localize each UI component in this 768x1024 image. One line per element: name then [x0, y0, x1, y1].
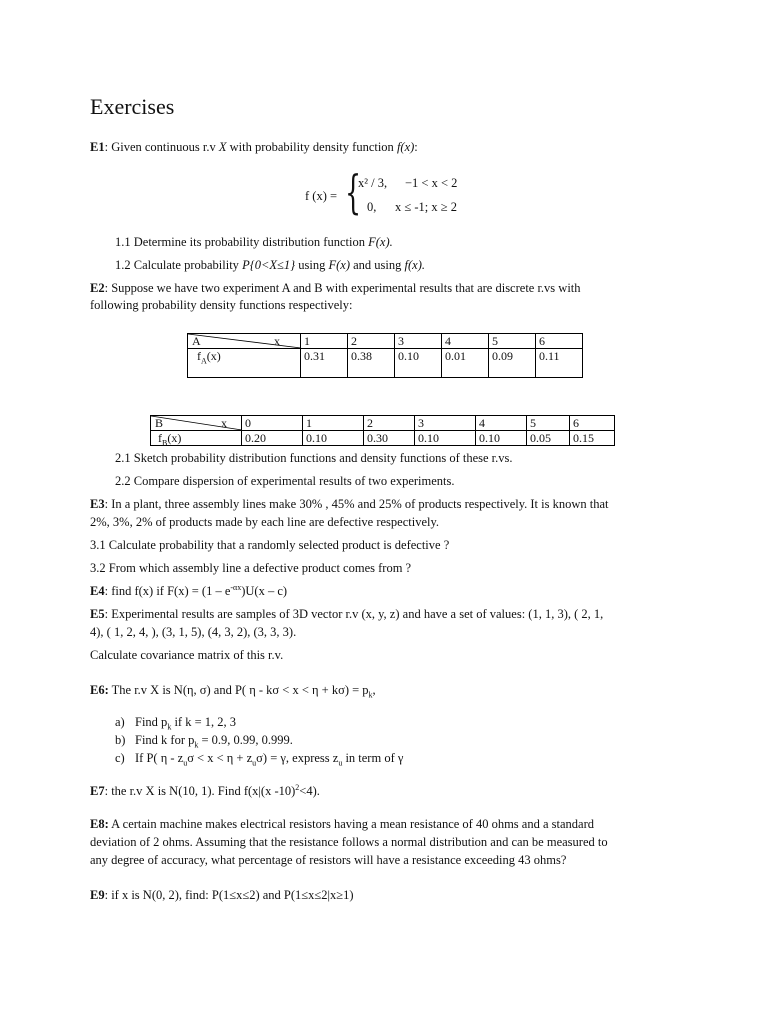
table-cell: 4 [476, 416, 527, 431]
e8-statement-line2: deviation of 2 ohms. Assuming that the resistance follows a normal distribution and can be measured to [90, 835, 608, 849]
table-cell: 0 [242, 416, 303, 431]
table-cell: 5 [489, 334, 536, 349]
e3-question-1: 3.1 Calculate probability that a randomly selected product is defective ? [90, 538, 450, 552]
e5-label: E5 [90, 607, 105, 621]
table-cell: 0.10 [395, 349, 442, 378]
e2-question-1: 2.1 Sketch probability distribution functions and density functions of these r.vs. [115, 451, 513, 465]
table-row-label: $f_B(x)$ [151, 431, 242, 446]
e6-item-a: a) Find $p_k$ if k = 1, 2, 3 [115, 715, 236, 732]
table-cell: 2 [348, 334, 395, 349]
e6-item-c: c) If P( $\eta - z_u\sigma < x < \eta + z_u\sigma) = \gamma$, express $z_u$ in term of γ [115, 751, 404, 768]
e3-statement-line1: E3: In a plant, three assembly lines make 30% , 45% and 25% of products respectively. It is known that [90, 497, 609, 511]
table-cell: 0.09 [489, 349, 536, 378]
e1-question-2: 1.2 Calculate probability P{0<X≤1} using F(x) and using f(x). [115, 258, 425, 272]
table-cell: 3 [395, 334, 442, 349]
brace-symbol: { [345, 165, 362, 219]
table-row [151, 431, 615, 446]
e5-statement-line2: 4), ( 1, 2, 4, ), (3, 1, 5), (4, 3, 2), (3, 3, 3). [90, 625, 297, 639]
diagonal-line [188, 334, 301, 348]
table-cell: 3 [415, 416, 476, 431]
table-cell: 0.05 [527, 431, 570, 446]
e8-statement-line3: any degree of accuracy, what percentage of resistors will have a resistance exceeding 43 ohms? [90, 853, 567, 867]
table-experiment-a [187, 333, 583, 378]
e2-label: E2 [90, 281, 105, 295]
table-row [188, 349, 583, 378]
table-cell: 0.15 [570, 431, 615, 446]
e2-statement-line1: E2: Suppose we have two experiment A and B with experimental results that are discrete r.vs with [90, 281, 581, 295]
table-row [188, 334, 583, 349]
e5-statement-line3: Calculate covariance matrix of this r.v. [90, 648, 284, 662]
e4-label: E4 [90, 584, 105, 598]
e6-statement: E6: The r.v X is N(η, σ) and P( $\eta - k\sigma < x < \eta + k\sigma) = p_k$, [90, 683, 376, 700]
e8-statement-line1: E8: A certain machine makes electrical resistors having a mean resistance of 40 ohms and a standard [90, 817, 594, 831]
page-title: Exercises [90, 94, 175, 119]
table-cell: 0.10 [476, 431, 527, 446]
table-cell: 1 [301, 334, 348, 349]
e2-question-2: 2.2 Compare dispersion of experimental results of two experiments. [115, 474, 455, 488]
table-cell: 0.38 [348, 349, 395, 378]
e1-question-1: 1.1 Determine its probability distribution function F(x). [115, 235, 393, 249]
e9-label: E9 [90, 888, 105, 902]
table-cell: 5 [527, 416, 570, 431]
table-cell: 0.10 [303, 431, 364, 446]
e2-statement-line2: following probability density functions respectively: [90, 298, 353, 312]
e4-statement: E4: find f(x) if $F(x) = (1 - e^{-\alpha x})U(x - c)$ [90, 582, 288, 598]
table-cell: 0.30 [364, 431, 415, 446]
table-corner-cell: B x [151, 416, 242, 431]
e6-item-b: b) Find k for $p_k = 0.9$, 0.99, 0.999. [115, 733, 293, 750]
e7-statement: E7: the r.v X is N(10, 1). Find f(x|(x -10)$^2$<4). [90, 782, 320, 798]
e3-label: E3 [90, 497, 105, 511]
table-row [151, 416, 615, 431]
table-cell: 4 [442, 334, 489, 349]
e9-statement: E9: if x is N(0, 2), find: P(1≤x≤2) and P(1≤x≤2|x≥1) [90, 888, 354, 902]
table-cell: 0.10 [415, 431, 476, 446]
table-cell: 0.01 [442, 349, 489, 378]
e3-statement-line2: 2%, 3%, 2% of products made by each line are defective respectively. [90, 515, 440, 529]
table-cell: 6 [570, 416, 615, 431]
diagonal-line [151, 416, 242, 430]
table-cell: 0.20 [242, 431, 303, 446]
table-cell: 6 [536, 334, 583, 349]
table-cell: 1 [303, 416, 364, 431]
e1-statement: E1: Given continuous r.v X with probability density function f(x): [90, 140, 418, 154]
e5-statement-line1: E5: Experimental results are samples of 3D vector r.v (x, y, z) and have a set of values: (1, 1, 3), ( 2, 1, [90, 607, 604, 621]
table-corner-cell: A x [188, 334, 301, 349]
e3-question-2: 3.2 From which assembly line a defective product comes from ? [90, 561, 412, 575]
e7-label: E7 [90, 784, 105, 798]
table-experiment-b [150, 415, 615, 446]
table-cell: 2 [364, 416, 415, 431]
e8-label: E8: [90, 817, 109, 831]
table-cell: 0.11 [536, 349, 583, 378]
e1-label: E1 [90, 140, 105, 154]
e6-label: E6: [90, 683, 109, 697]
table-cell: 0.31 [301, 349, 348, 378]
table-row-label: $f_A(x)$ [188, 349, 301, 378]
e1-pdf-formula: f (x) = { x² / 3, −1 < x < 2 0, x ≤ -1; x ≥ 2 [305, 165, 458, 219]
